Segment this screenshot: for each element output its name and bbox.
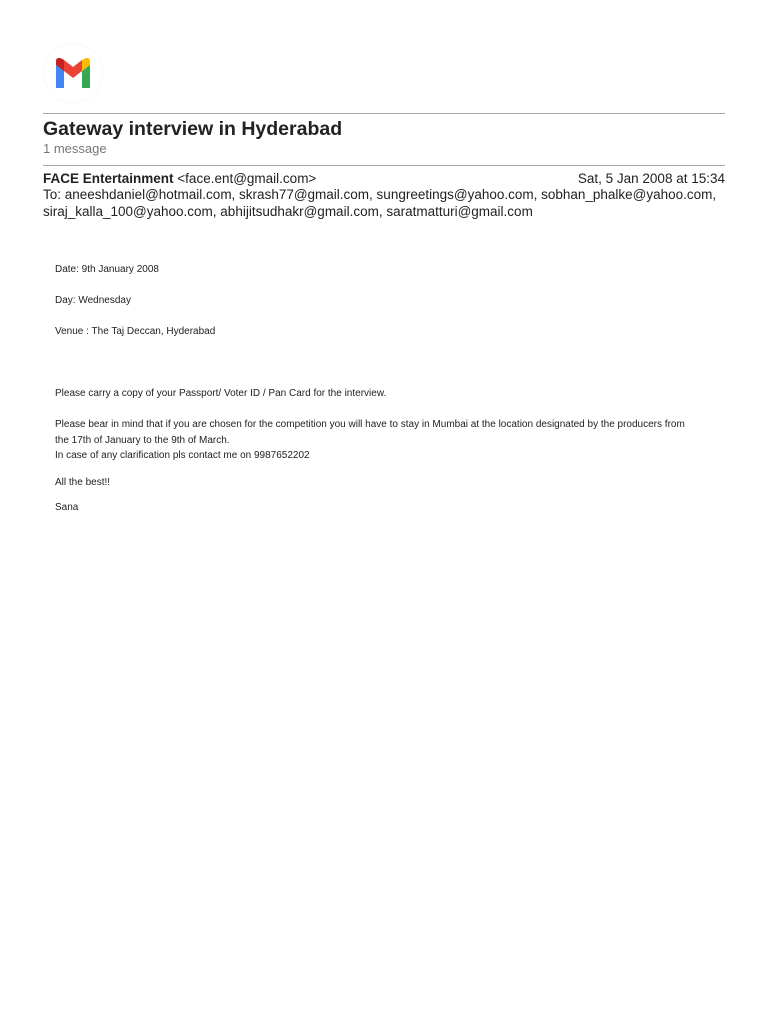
- gmail-logo-icon: [44, 44, 102, 102]
- recipients: [43, 187, 733, 220]
- body-contact-line: In case of any clarification pls contact me on 9987652202: [55, 450, 310, 461]
- body-documents-line: Please carry a copy of your Passport/ Voter ID / Pan Card for the interview.: [55, 388, 387, 399]
- gmail-m-icon: [53, 58, 93, 88]
- body-stay-line-1: Please bear in mind that if you are chosen for the competition you will have to stay in Mumbai at the location designated by the producers from: [55, 419, 685, 430]
- message-count: 1 message: [43, 141, 107, 156]
- thread-divider: [43, 165, 725, 166]
- email-date: Sat, 5 Jan 2008 at 15:34: [577, 171, 725, 186]
- sender-email: <face.ent@gmail.com>: [177, 171, 317, 186]
- sender-line: [43, 171, 316, 186]
- header-divider: [43, 113, 725, 114]
- recipients-line-1: To: aneeshdaniel@hotmail.com, skrash77@gmail.com, sungreetings@yahoo.com, sobhan_phalke@yahoo.com,: [43, 187, 717, 202]
- body-stay-line-2: the 17th of January to the 9th of March.: [55, 435, 230, 446]
- email-subject: Gateway interview in Hyderabad: [43, 118, 343, 140]
- body-venue-line: Venue : The Taj Deccan, Hyderabad: [55, 326, 216, 337]
- body-wishes-line: All the best!!: [55, 477, 111, 488]
- body-day-line: Day: Wednesday: [55, 295, 131, 306]
- body-signature: Sana: [55, 502, 79, 513]
- body-date-line: Date: 9th January 2008: [55, 264, 159, 275]
- sender-name: FACE Entertainment: [43, 171, 174, 186]
- recipients-line-2: siraj_kalla_100@yahoo.com, abhijitsudhakr@gmail.com, saratmatturi@gmail.com: [43, 203, 533, 219]
